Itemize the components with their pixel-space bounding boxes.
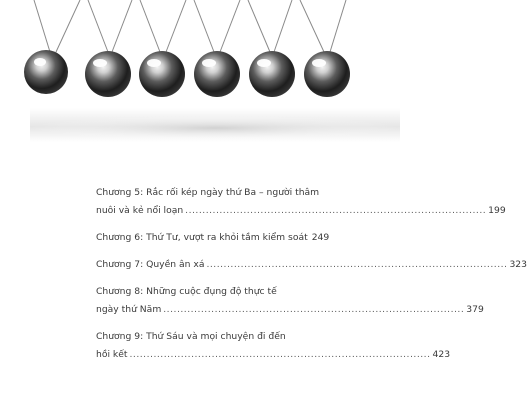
toc-line (96, 184, 320, 202)
toc-page-number: 199 (488, 205, 506, 216)
sphere (139, 51, 185, 97)
toc-line (96, 346, 451, 364)
toc-entry-chapter-7 (96, 256, 527, 274)
toc-page-number: 379 (466, 304, 484, 315)
table-of-contents (96, 184, 527, 373)
toc-line (96, 229, 330, 247)
toc-title: hồi kết (96, 349, 128, 360)
sphere (304, 51, 350, 97)
toc-line (96, 328, 320, 346)
toc-leader-dots: ........................................................................................ (185, 205, 487, 216)
toc-page-number: 323 (509, 259, 527, 270)
sphere (85, 51, 131, 97)
toc-leader-dots: ........................................................................................ (163, 304, 465, 315)
toc-entry-chapter-5 (96, 184, 506, 220)
toc-page-number: 249 (311, 232, 330, 243)
toc-leader-dots: ........................................................................................ (206, 259, 508, 270)
toc-title: Chương 5: Rắc rối kép ngày thứ Ba – người thâm (96, 187, 320, 198)
sphere (194, 51, 240, 97)
newtons-cradle-image (0, 0, 400, 150)
toc-line (96, 283, 320, 301)
toc-leader-dots: ........................................................................................ (129, 349, 431, 360)
toc-entry-chapter-9 (96, 328, 451, 364)
toc-title: Chương 9: Thứ Sáu và mọi chuyện đi đến (96, 331, 286, 342)
toc-entry-chapter-8 (96, 283, 484, 319)
sphere (249, 51, 295, 97)
toc-title: Chương 8: Những cuộc đụng độ thực tế (96, 286, 277, 297)
toc-title: Chương 6: Thứ Tư, vượt ra khỏi tầm kiểm soát (96, 232, 308, 243)
toc-page-number: 423 (432, 349, 451, 360)
toc-title: nuôi và kẻ nổi loạn (96, 205, 184, 216)
toc-entry-chapter-6 (96, 229, 330, 247)
toc-line (96, 202, 506, 220)
toc-title: ngày thứ Năm (96, 304, 162, 315)
toc-line (96, 301, 484, 319)
toc-title: Chương 7: Quyền ân xá (96, 259, 205, 270)
sphere (24, 50, 68, 94)
toc-line (96, 256, 527, 274)
